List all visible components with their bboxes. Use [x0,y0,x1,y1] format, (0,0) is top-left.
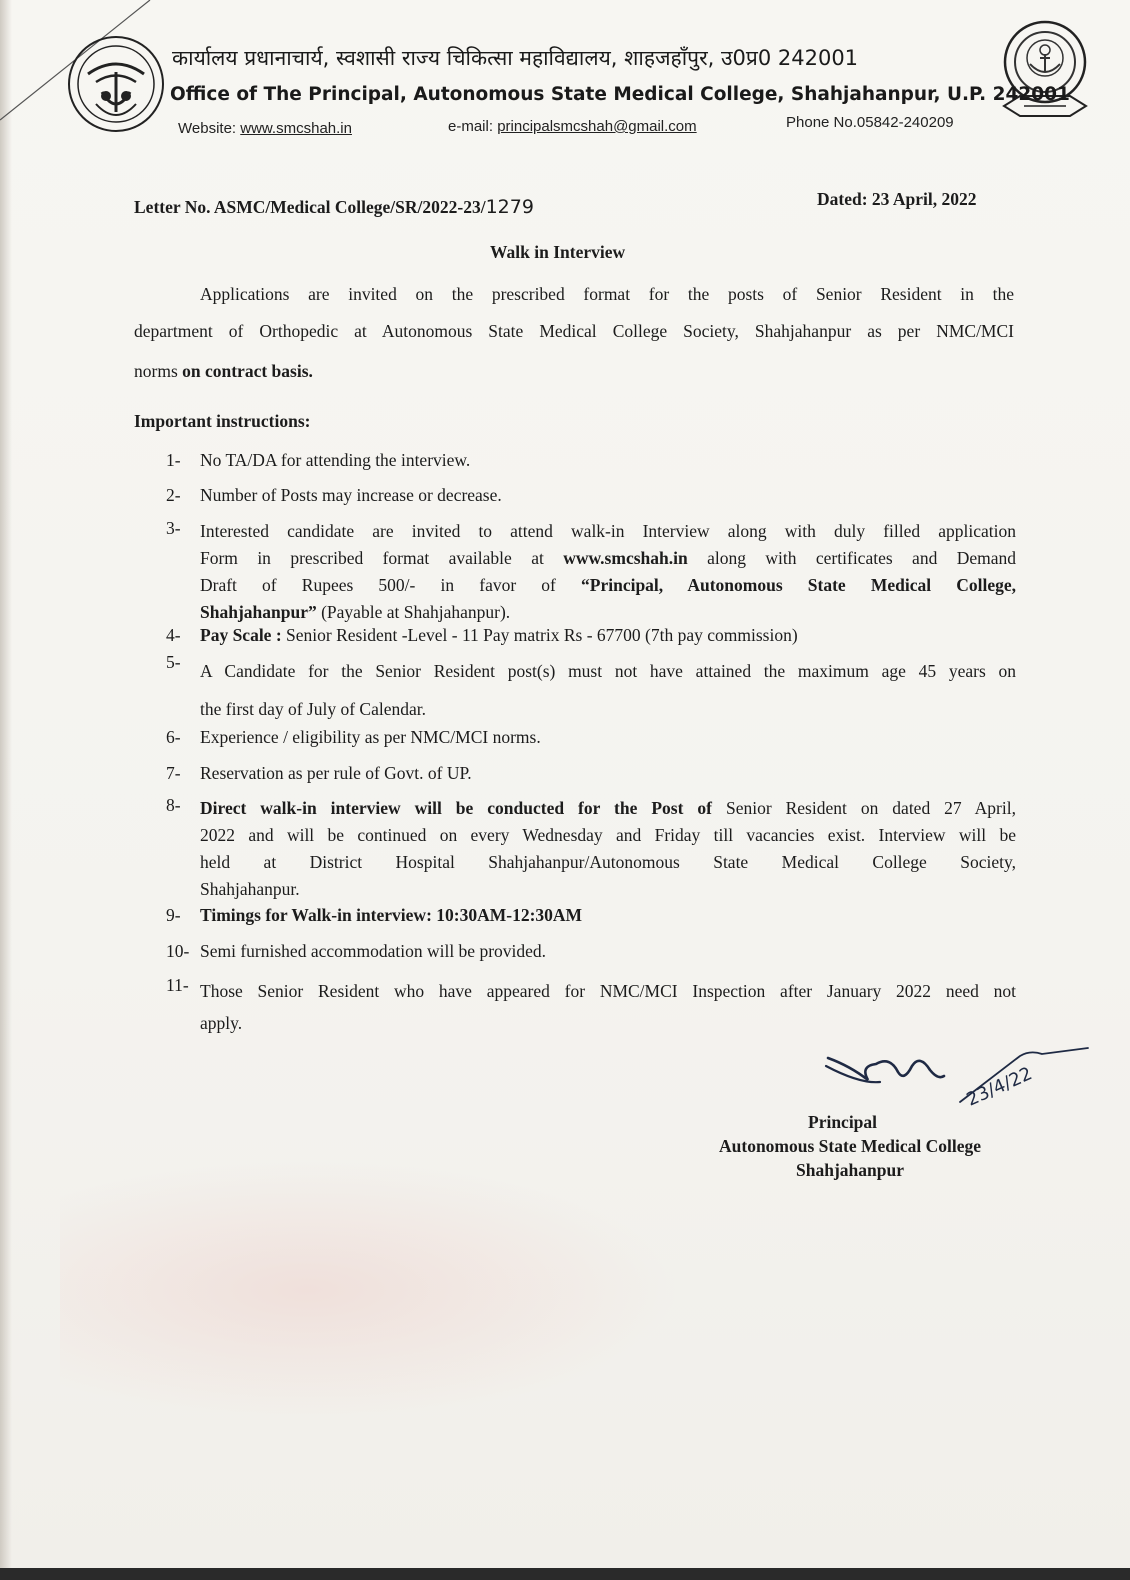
paper-stain [60,1160,680,1420]
letter-subject: Walk in Interview [490,242,626,262]
email-link[interactable]: principalsmcshah@gmail.com [497,118,697,135]
phone-number: Phone No.05842-240209 [786,114,954,131]
item-number: 10- [166,941,190,961]
page-fold-shadow [0,0,12,1580]
item-number: 2- [166,485,181,505]
up-government-emblem-icon [66,34,166,134]
item-number: 8- [166,795,181,815]
signatory-org: Autonomous State Medical College [719,1136,981,1156]
item-number: 7- [166,763,181,783]
signatory-title: Principal [808,1112,878,1132]
email-label: e-mail: [448,118,494,135]
handwritten-signature [820,1036,1090,1116]
letter-date: Dated: 23 April, 2022 [817,189,977,209]
item-number: 3- [166,518,181,538]
college-seal-icon [990,18,1100,122]
letter-number [134,196,534,218]
intro-line-2: department of Orthopedic at Autonomous State Medical College Society, Shahjahanpur as per NMC/MCI [134,321,1014,341]
office-title-english: Office of The Principal, Autonomous State Medical College, Shahjahanpur, U.P. 242001 [170,84,1070,105]
website-label: Website: [178,120,237,137]
signature-date: 23/4/22 [963,1063,1036,1111]
website-block [178,120,352,137]
scan-bottom-edge [0,1568,1130,1580]
intro-line-1: Applications are invited on the prescribed format for the posts of Senior Resident in the [200,284,1014,304]
letter-number-prefix: Letter No. ASMC/Medical College/SR/2022-23/ [134,197,486,217]
item-number: 6- [166,727,181,747]
office-title-hindi: कार्यालय प्रधानाचार्य, स्वशासी राज्य चिकित्सा महाविद्यालय, शाहजहाँपुर, उ0प्र0 242001 [172,46,859,70]
item-number: 4- [166,625,181,645]
website-link[interactable]: www.smcshah.in [240,120,352,137]
item-number: 9- [166,905,181,925]
signatory-place: Shahjahanpur [796,1160,904,1180]
instructions-heading: Important instructions: [134,411,311,431]
item-number: 5- [166,652,181,672]
letter-number-handwritten: 1279 [485,196,534,218]
signatory-block [690,1112,1010,1184]
intro-line-3: norms on contract basis. [134,361,313,381]
document-page: कार्यालय प्रधानाचार्य, स्वशासी राज्य चिकित्सा महाविद्यालय, शाहजहाँपुर, उ0प्र0 242001 Office of The Principal, Autonomous State Medical College, Shahjahanpur, U.P. 242001 Website: www.smcshah.in e-mail: principalsmcshah@gmail.com Phone No.05842-240209 Letter No. ASMC/Medical College/SR/2022-23/1279 Dated: 23 April, 2022 Walk in Interview Applications are invited on the prescribed format for the posts of Senior Resident in the department of Orthopedic at Autonomous State Medical College Society, Shahjahanpur as per NMC/MCI norms on contract basis. Important instructions: 1- No TA/DA for attending the interview. 2- Number of Posts may increase or decrease. 3- Interested candidate are invited to attend walk-in Interview along with duly filled application Form in prescribed format available at www.smcshah.in along with certificates and Demand Draft of Rupees 500/- in favor of “Principal, Autonomous State Medical College, Shahjahanpur” (Payable at Shahjahanpur). 4- Pay Scale : Senior Resident -Level - 11 Pay matrix Rs - 67700 (7th pay commission) 5- A Candidate for the Senior Resident post(s) must not have attained the maximum age 45 years on the first day of July of Calendar. 6- Experience / eligibility as per NMC/MCI norms. 7- Reservation as per rule of Govt. of UP. 8- Direct walk-in interview will be conducted for the Post of Senior Resident on dated 27 April, 2022 and will be continued on every Wednesday and Friday till vacancies exist. Interview will be held at District Hospital Shahjahanpur/Autonomous State Medical College Society, Shahjahanpur. 9- Timings for Walk-in interview: 10:30AM-12:30AM 10- Semi furnished accommodation will be provided. 11- Those Senior Resident who have appeared for NMC/MCI Inspection after January 2022 need not apply. 23/4/22 Principal Autonomous State Medical College Shahjahanpur [0,0,1130,1580]
item-number: 1- [166,450,181,470]
email-block [448,118,697,135]
item-number: 11- [166,975,189,995]
